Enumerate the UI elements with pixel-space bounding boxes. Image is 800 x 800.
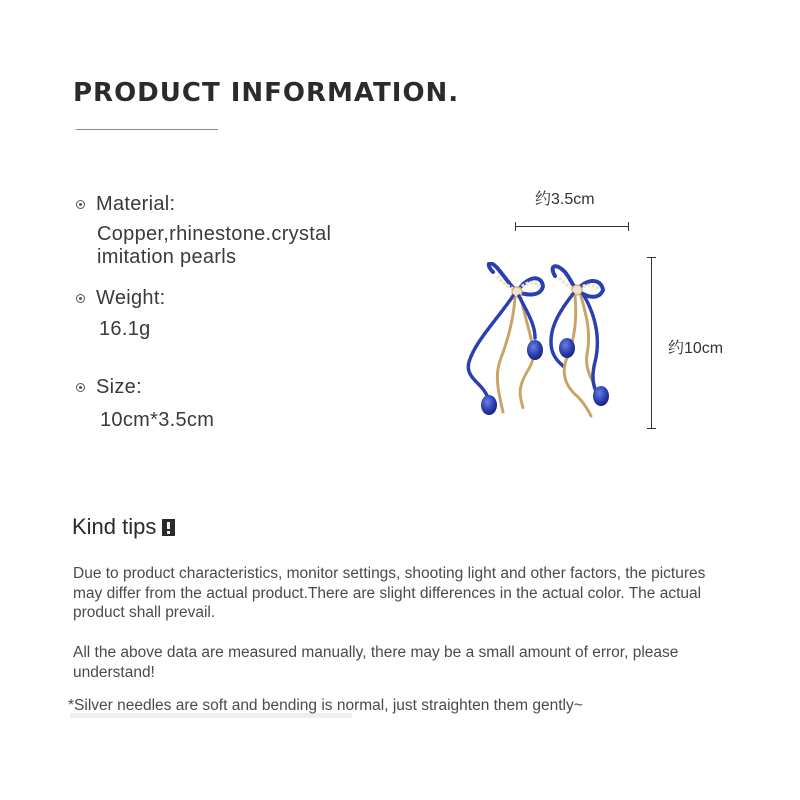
size-value: 10cm*3.5cm [100, 409, 215, 431]
bullet-icon [76, 383, 85, 392]
bullet-icon [76, 200, 85, 209]
spec-size [76, 374, 214, 432]
height-dimension-line [651, 257, 652, 429]
tips-paragraph-2: All the above data are measured manually, there may be a small amount of error, please understand! [73, 644, 679, 681]
weight-label: Weight: [96, 286, 166, 309]
material-value-line-2: imitation pearls [97, 246, 237, 268]
kind-tips-heading [72, 514, 175, 540]
size-label: Size: [96, 375, 142, 398]
tips-note: *Silver needles are soft and bending is normal, just straighten them gently~ [68, 697, 583, 714]
material-label: Material: [96, 192, 176, 215]
width-dimension-tick-right [628, 222, 629, 231]
earrings-image [455, 262, 625, 427]
spec-weight [76, 285, 166, 341]
width-dimension-label: 约3.5cm [535, 191, 595, 208]
weight-value: 16.1g [99, 318, 151, 340]
width-dimension-line [515, 226, 629, 227]
title-divider [76, 129, 218, 130]
bullet-icon [76, 294, 85, 303]
height-dimension-tick-bottom [647, 428, 656, 429]
right-earring [551, 266, 609, 416]
material-value-line-1: Copper,rhinestone.crystal [97, 223, 332, 245]
spec-material [76, 191, 331, 269]
height-dimension-tick-top [647, 257, 656, 258]
kind-tips-title: Kind tips [72, 514, 157, 539]
tips-paragraph-1: Due to product characteristics, monitor settings, shooting light and other factors, the pictures may differ from the actual product.There are slight differences in the actual color. The actual product shall prevail. [73, 565, 706, 621]
width-dimension-tick-left [515, 222, 516, 231]
height-dimension-label: 约10cm [668, 340, 724, 357]
exclamation-icon [162, 519, 175, 536]
page-title: PRODUCT INFORMATION. [73, 78, 460, 108]
left-earring [468, 263, 543, 415]
